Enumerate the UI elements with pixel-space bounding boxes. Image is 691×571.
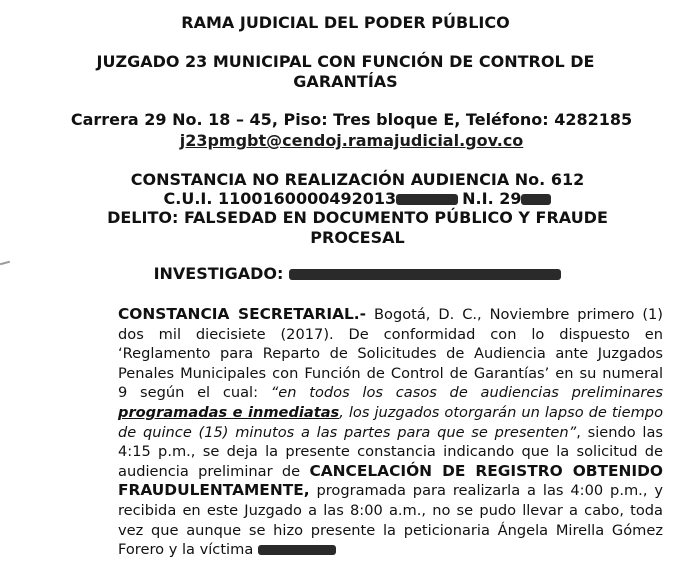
quote-part-2: , los juzgados otorgarán un lapso de tiempo de quince (15) minutos a las partes para que se presenten” [118,403,663,441]
record-text-1: Bogotá, D. C., Noviembre primero (1) dos mil diecisiete (2017). De conformidad con lo dispuesto en ‘Reglamento para Reparto de Solicitudes de Audiencia ante Juzgados Penales Municipales con Función de Control de Garantías’ en su numeral 9 según el cual: [118,306,663,402]
redaction-block [396,194,458,205]
cui-label: C.U.I. 1100160000492013 [163,189,397,208]
redaction-block [289,269,561,280]
court-branch: RAMA JUDICIAL DEL PODER PÚBLICO [181,13,510,32]
crime-line1: DELITO: FALSEDAD EN DOCUMENTO PÚBLICO Y FRAUDE [107,208,608,227]
redaction-block [258,545,336,555]
investigated-label: INVESTIGADO: [153,264,284,283]
constancia-title: CONSTANCIA NO REALIZACIÓN AUDIENCIA No. 612 [130,170,585,189]
quote-part-1: “en todos los casos de audiencias preliminares [270,384,664,402]
record-text-3: programada para realizarla a las 4:00 p.m., y recibida en este Juzgado a las 8:00 a.m., no se pudo llevar a cabo, toda vez que aunque se hizo presente la peticionaria Ángela Mirella Gómez Forero y la víctima [118,482,663,559]
secretarial-record-paragraph [118,305,663,560]
crime-line2: PROCESAL [310,228,405,247]
court-email[interactable] [6,131,691,150]
quote-emphasis: programadas e inmediatas [118,403,340,421]
court-name-line2: GARANTÍAS [293,72,398,91]
ni-label: N.I. 29 [462,189,522,208]
case-identifiers [12,189,691,208]
request-type: CANCELACIÓN DE REGISTRO OBTENIDO FRAUDULENTAMENTE, [118,461,663,500]
record-text-2: , siendo las 4:15 p.m., se deja la presente constancia indicando que la solicitud de audiencia preliminar de [118,423,663,480]
investigated-line [12,264,691,283]
court-name-line1: JUZGADO 23 MUNICIPAL CON FUNCIÓN DE CONTROL DE [96,52,595,71]
court-address: Carrera 29 No. 18 – 45, Piso: Tres bloque E, Teléfono: 4282185 [70,110,633,129]
email-link[interactable]: j23pmgbt@cendoj.ramajudicial.gov.co [179,131,524,150]
scan-mark [0,261,10,266]
redaction-block [521,194,551,205]
record-lead: CONSTANCIA SECRETARIAL.- [118,305,367,323]
